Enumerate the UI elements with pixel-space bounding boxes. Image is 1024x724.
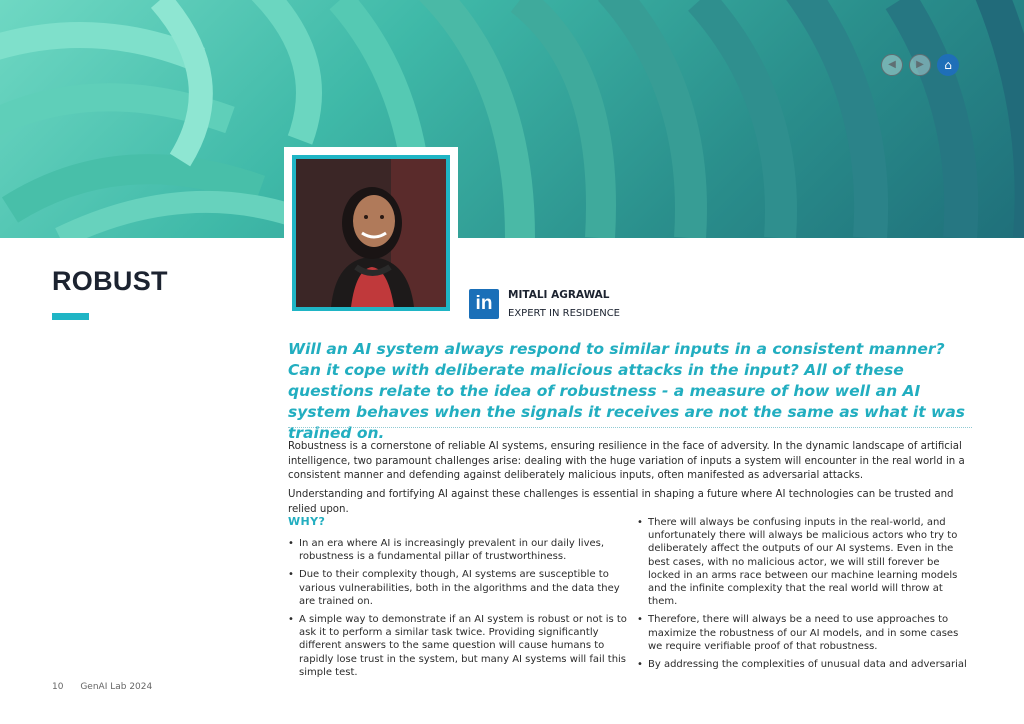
list-item: • Due to their complexity though, AI systems are susceptible to various vulnerabilities, both in the algorithms and the data they are trained on. (288, 568, 630, 608)
home-icon: ⌂ (944, 58, 952, 72)
list-item: • There will always be confusing inputs in the real-world, and unfortunately there will always be malicious actors who try to deliberately affect the outputs of our AI systems. Even in the best cases, with no malicious actor, we will still forever be locked in an arms race between our machine learning models and the infinite complexity that the real world will throw at them. (637, 516, 967, 608)
why-heading: WHY? (288, 515, 326, 528)
author-photo (292, 155, 450, 311)
author-photo-frame (284, 147, 458, 319)
intro-paragraph: Will an AI system always respond to similar inputs in a consistent manner? Can it cope with deliberate malicious attacks in the input? All of these questions relate to the idea of robustness - a measure of how well an AI system behaves when the signals it receives are not the same as what it was trained on. (288, 340, 966, 442)
body-paragraph-2: Understanding and fortifying AI against these challenges is essential in shaping a future where AI technologies can be trusted and relied upon. (288, 489, 954, 515)
page-number: 10 (52, 682, 64, 692)
spiral-foam-illustration (0, 0, 1024, 238)
why-list-left (288, 537, 630, 684)
title-accent-bar (52, 313, 89, 320)
arrow-right-icon: ▶ (916, 59, 924, 70)
linkedin-icon[interactable]: in (469, 289, 499, 319)
publication-name: GenAI Lab 2024 (80, 682, 153, 692)
arrow-left-icon: ◀ (888, 59, 896, 70)
page-navigation (881, 54, 959, 76)
portrait-illustration (296, 159, 446, 307)
author-role: EXPERT IN RESIDENCE (508, 308, 620, 319)
home-button[interactable] (937, 54, 959, 76)
author-name: MITALI AGRAWAL (508, 289, 610, 301)
list-item: • A simple way to demonstrate if an AI system is robust or not is to ask it to perform a similar task twice. Providing significantly different answers to the same question will cause humans to rapidly lose trust in the system, but many AI systems will fail this simple test. (288, 613, 630, 679)
hero-image (0, 0, 1024, 238)
dotted-divider (288, 427, 972, 428)
why-list-right (637, 516, 967, 676)
body-paragraph-1: Robustness is a cornerstone of reliable AI systems, ensuring resilience in the face of adversity. In the dynamic landscape of artificial intelligence, two paramount challenges arise: dealing with the huge variation of inputs a system will encounter in the real world in a consistent manner and defending against deliberately malicious inputs, often manifested as adversarial attacks. (288, 441, 965, 481)
previous-page-button[interactable] (881, 54, 903, 76)
list-item: • In an era where AI is increasingly prevalent in our daily lives, robustness is a fundamental pillar of trustworthiness. (288, 537, 630, 563)
list-item: • Therefore, there will always be a need to use approaches to maximize the robustness of our AI models, and in some cases we require verifiable proof of that robustness. (637, 613, 967, 653)
next-page-button[interactable] (909, 54, 931, 76)
page-footer (52, 682, 166, 692)
section-title: ROBUST (52, 266, 168, 296)
list-item: • By addressing the complexities of unusual data and adversarial (637, 658, 967, 671)
